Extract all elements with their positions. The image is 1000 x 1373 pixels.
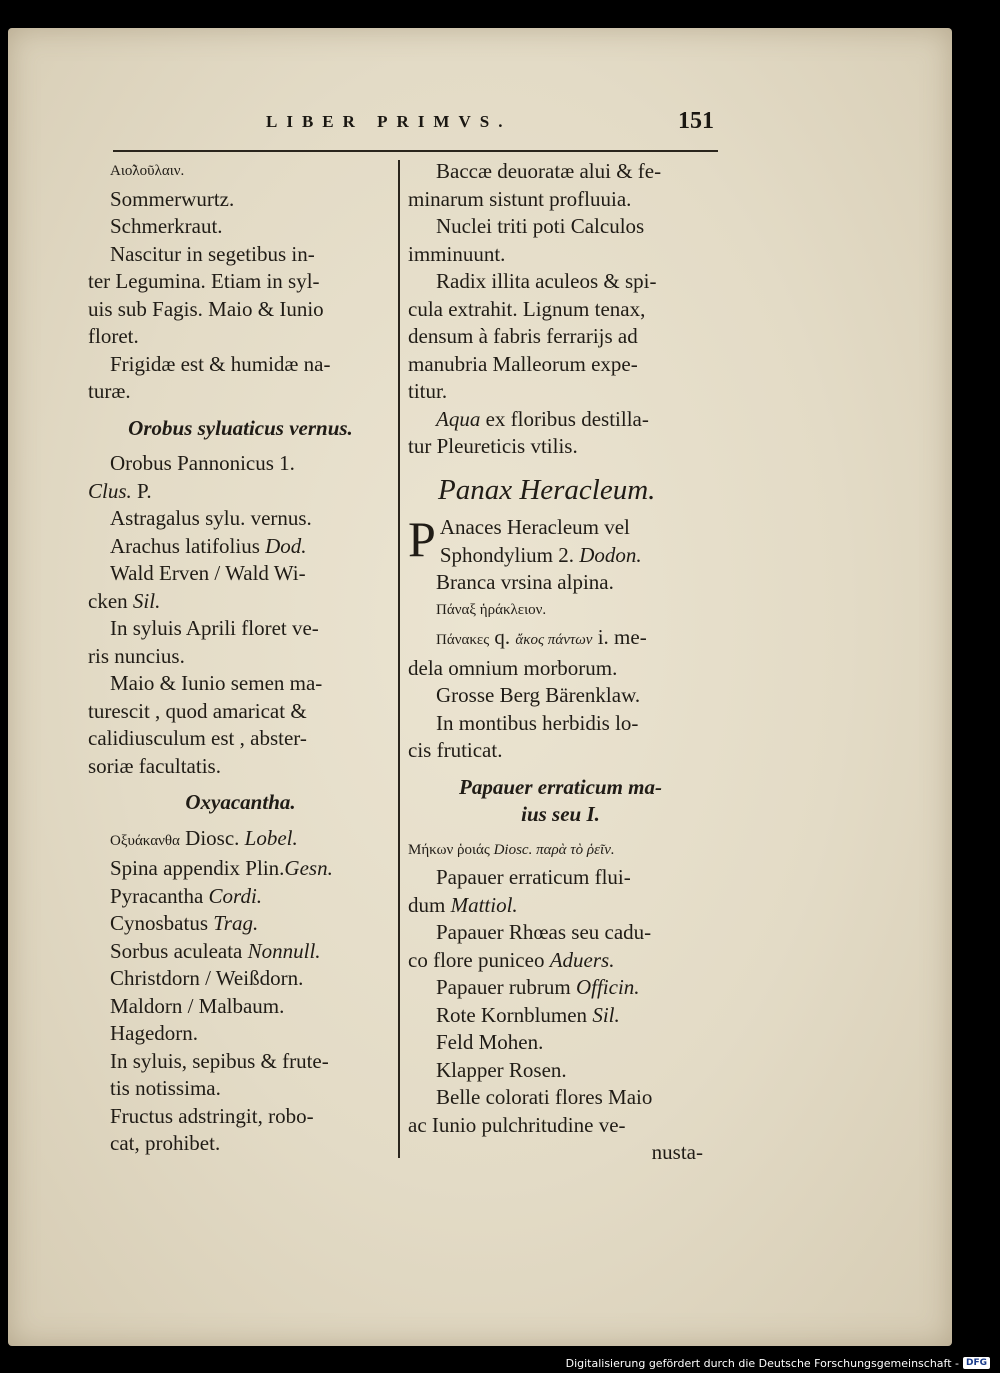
text-line: Papauer erraticum flui-: [436, 865, 631, 889]
text-fragment: Sorbus aculeata: [110, 938, 248, 963]
text-line: [408, 406, 713, 434]
citation: Diosc.: [489, 841, 537, 858]
text-line: turescit , quod amaricat &: [88, 698, 307, 723]
greek-name: Πάνακες: [436, 632, 490, 648]
text-line: [88, 478, 393, 506]
text-line: Schmerkraut.: [110, 214, 223, 238]
text-line: In syluis Aprili floret ve-: [110, 616, 319, 640]
section-heading-oxyacantha: Oxyacantha.: [185, 790, 296, 814]
text-line: Radix illita aculeos & spi-: [436, 269, 657, 293]
section-heading-panax: Panax Heracleum.: [438, 473, 656, 506]
catchword: nusta-: [651, 1140, 703, 1164]
text-line: floret.: [88, 324, 139, 348]
heading-line: Papauer erraticum ma-: [459, 774, 662, 799]
text-line: [88, 588, 393, 616]
right-column: [408, 158, 713, 1167]
citation: Sil.: [132, 588, 161, 613]
text-line: dela omnium morborum.: [408, 655, 618, 680]
text-line: [408, 624, 713, 655]
text-line: Fructus adstringit, robo-: [110, 1103, 314, 1128]
text-line: [88, 825, 393, 856]
citation: Lobel.: [244, 825, 298, 850]
text-line: Klapper Rosen.: [436, 1057, 567, 1082]
section-heading-orobus: Orobus syluaticus vernus.: [128, 415, 353, 440]
text-line: Feld Mohen.: [436, 1030, 544, 1054]
text-line: cat, prohibet.: [110, 1131, 221, 1155]
text-fragment: Pyracantha: [110, 883, 209, 908]
text-line: titur.: [408, 379, 448, 403]
text-fragment: i. me-: [592, 625, 647, 649]
dfg-logo: DFG: [963, 1357, 990, 1369]
text-line: soriæ facultatis.: [88, 753, 221, 778]
text-fragment: Cynosbatus: [110, 911, 214, 935]
citation: Nonnull.: [247, 938, 321, 963]
text-line: Belle colorati flores Maio: [436, 1085, 653, 1109]
text-line: calidiusculum est , abster-: [88, 726, 307, 750]
greek-name: παρὰ τὸ ῥεῖν.: [536, 841, 615, 858]
text-line: Frigidæ est & humidæ na-: [110, 351, 331, 376]
text-fragment: Spina appendix Plin.: [110, 856, 285, 880]
text-line: [88, 533, 393, 561]
text-line: turæ.: [88, 379, 131, 403]
text-line: Branca vrsina alpina.: [436, 570, 614, 594]
text-line: tur Pleureticis vtilis.: [408, 434, 578, 458]
text-line: ac Iunio pulchritudine ve-: [408, 1112, 626, 1137]
text-line: Orobus Pannonicus 1.: [110, 451, 295, 475]
column-divider: [398, 160, 400, 1158]
footer-credit: [566, 1355, 990, 1371]
citation: Dod.: [265, 533, 307, 558]
greek-name: ἄκος πάντων: [515, 632, 593, 648]
footer-credit-text: Digitalisierung gefördert durch die Deutsche Forschungsgemeinschaft -: [565, 1356, 959, 1370]
text-line: [408, 542, 713, 570]
text-line: Maio & Iunio semen ma-: [110, 671, 323, 695]
text-fragment: q.: [489, 625, 516, 649]
text-line: In montibus herbidis lo-: [436, 710, 639, 735]
text-line: densum à fabris ferrarijs ad: [408, 324, 638, 348]
text-line: Nascitur in segetibus in-: [110, 241, 315, 266]
citation: Trag.: [213, 911, 259, 935]
text-line: Christdorn / Weißdorn.: [110, 966, 304, 990]
entry-with-dropcap: [408, 511, 713, 569]
text-line: [88, 883, 393, 911]
greek-line: Πάναξ ἡράκλειον.: [436, 601, 547, 618]
text-line: ris nuncius.: [88, 643, 185, 668]
book-page: [8, 28, 952, 1346]
text-line: [408, 947, 713, 975]
text-line: In syluis, sepibus & frute-: [110, 1048, 329, 1073]
text-fragment: cken: [88, 588, 133, 613]
text-fragment: Arachus latifolius: [110, 533, 266, 558]
text-line: Wald Erven / Wald Wi-: [110, 561, 306, 585]
text-fragment: Sphondylium 2.: [439, 542, 580, 567]
text-line: Baccæ deuoratæ alui & fe-: [436, 159, 662, 183]
running-title: LIBER PRIMVS.: [266, 112, 512, 131]
page-header: [8, 90, 952, 134]
left-column: [88, 158, 393, 1158]
greek-name: Μήκων ῥοιάς: [408, 841, 490, 858]
text-line: Anaces Heracleum vel: [439, 515, 630, 539]
text-line: cula extrahit. Lignum tenax,: [408, 296, 646, 321]
text-line: [88, 855, 393, 883]
citation: Officin.: [575, 975, 640, 999]
page-number: 151: [678, 108, 714, 134]
heading-line: ius seu I.: [521, 802, 600, 826]
text-line: cis fruticat.: [408, 738, 503, 762]
drop-capital: P: [408, 511, 436, 567]
text-line: Hagedorn.: [110, 1021, 199, 1045]
text-fragment: co flore puniceo: [408, 947, 550, 972]
text-line: manubria Malleorum expe-: [408, 351, 638, 376]
citation: Dodon.: [579, 542, 642, 567]
citation: Gesn.: [284, 856, 333, 880]
citation: Mattiol.: [450, 892, 518, 917]
text-line: [408, 1002, 713, 1030]
text-fragment: Papauer rubrum: [436, 975, 576, 999]
citation: Cordi.: [208, 883, 263, 908]
greek-name: Οξυάκανθα: [110, 832, 180, 849]
text-fragment: P.: [131, 478, 152, 503]
text-line: Sommerwurtz.: [110, 186, 235, 211]
text-fragment: dum: [408, 892, 451, 917]
section-heading-papauer: [408, 774, 713, 829]
header-rule: [113, 150, 718, 152]
text-line: imminuunt.: [408, 241, 506, 266]
text-fragment: ex floribus destilla-: [480, 406, 649, 431]
text-fragment: Rote Kornblumen: [436, 1002, 593, 1027]
text-line: tis notissima.: [110, 1076, 221, 1100]
text-line: [408, 974, 713, 1002]
text-fragment: Diosc.: [179, 825, 245, 850]
text-line: Papauer Rhœas seu cadu-: [436, 920, 652, 944]
citation: Sil.: [592, 1002, 620, 1027]
text-line: minarum sistunt profluuia.: [408, 186, 632, 211]
text-line: Maldorn / Malbaum.: [110, 993, 285, 1018]
text-line: [408, 837, 713, 865]
citation: Aduers.: [549, 947, 615, 972]
text-line: Astragalus sylu. vernus.: [110, 506, 312, 530]
text-line: [88, 910, 393, 938]
text-line: Nuclei triti poti Calculos: [436, 214, 645, 238]
text-line: [88, 938, 393, 966]
text-line: ter Legumina. Etiam in syl-: [88, 269, 320, 293]
emphasis: Aqua: [436, 406, 481, 431]
text-line: [408, 892, 713, 920]
citation: Clus.: [88, 478, 132, 503]
text-line: Grosse Berg Bärenklaw.: [436, 683, 641, 707]
text-line: Αιο̃λοῦλαιν.: [110, 163, 185, 179]
text-line: uis sub Fagis. Maio & Iunio: [88, 296, 324, 321]
